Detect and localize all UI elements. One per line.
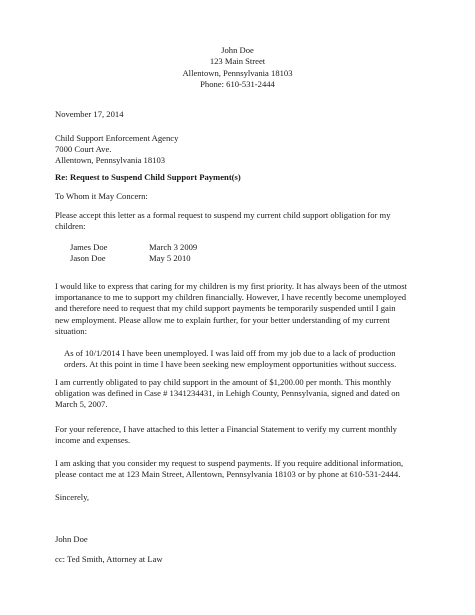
paragraph-reference — [55, 424, 425, 446]
child-name: Jason Doe — [70, 253, 106, 264]
letter-date-block — [55, 109, 425, 120]
paragraph-line: please contact me at 123 Main Street, Allentown, Pennsylvania 18103 or by phone at 610-531-2444. — [55, 469, 401, 480]
unemployment-quote — [64, 348, 426, 370]
letter-date: November 17, 2014 — [55, 109, 124, 119]
sender-letterhead — [0, 45, 475, 90]
paragraph-line: new employment. Please allow me to explain further, for your better understanding of my current — [55, 314, 390, 325]
paragraph-line: March 5, 2007. — [55, 399, 108, 410]
recipient-address — [55, 133, 425, 167]
intro-line: Please accept this letter as a formal request to suspend my current child support obligation for my — [55, 210, 391, 220]
cc-block — [55, 554, 425, 565]
paragraph-line: I am currently obligated to pay child support in the amount of $1,200.00 per month. This monthly — [55, 377, 392, 387]
children-list — [70, 242, 270, 265]
signature-name: John Doe — [55, 534, 88, 544]
recipient-street: 7000 Court Ave. — [55, 144, 112, 155]
intro-paragraph — [55, 210, 425, 232]
quote-line: As of 10/1/2014 I have been unemployed. I was laid off from my job due to a lack of production — [64, 348, 396, 358]
child-dob: May 5 2010 — [149, 253, 191, 264]
salutation: To Whom it May Concern: — [55, 191, 148, 201]
child-dob: March 3 2009 — [149, 242, 198, 252]
paragraph-line: income and expenses. — [55, 435, 131, 446]
closing: Sincerely, — [55, 492, 90, 502]
recipient-city: Allentown, Pennsylvania 18103 — [55, 155, 166, 166]
paragraph-line: and therefore need to request that my child support payments be temporarily suspended until I gain — [55, 303, 396, 314]
paragraph-obligation — [55, 377, 425, 411]
recipient-name: Child Support Enforcement Agency — [55, 133, 179, 143]
paragraph-line: importanance to me to support my children financially. However, I have recently become unemployed — [55, 292, 407, 303]
paragraph-request — [55, 458, 425, 480]
subject-line: Re: Request to Suspend Child Support Payment(s) — [55, 172, 241, 182]
closing-block — [55, 492, 425, 503]
child-row — [70, 253, 270, 264]
paragraph-line: For your reference, I have attached to this letter a Financial Statement to verify my current monthly — [55, 424, 397, 434]
salutation-block — [55, 191, 425, 202]
subject-block — [55, 172, 425, 183]
sender-name: John Doe — [221, 45, 254, 55]
intro-line: children: — [55, 221, 86, 232]
paragraph-line: I would like to express that caring for my children is my first priority. It has always been of the utmost — [55, 281, 407, 291]
sender-phone: Phone: 610-531-2444 — [200, 78, 275, 89]
paragraph-line: situation: — [55, 325, 87, 336]
quote-line: orders. At this point in time I have been seeking new employment opportunities without success. — [64, 359, 397, 370]
paragraph-line: I am asking that you consider my request to suspend payments. If you require additional information, — [55, 458, 404, 468]
signature-block — [55, 534, 425, 545]
cc-line: cc: Ted Smith, Attorney at Law — [55, 554, 163, 564]
sender-city: Allentown, Pennsylvania 18103 — [182, 67, 293, 78]
paragraph-line: obligation was defined in Case # 1341234431, in Lehigh County, Pennsylvania, signed and dated on — [55, 388, 400, 399]
paragraph-priority — [55, 281, 425, 337]
child-name: James Doe — [70, 242, 108, 252]
child-row — [70, 242, 270, 253]
sender-street: 123 Main Street — [209, 56, 266, 67]
